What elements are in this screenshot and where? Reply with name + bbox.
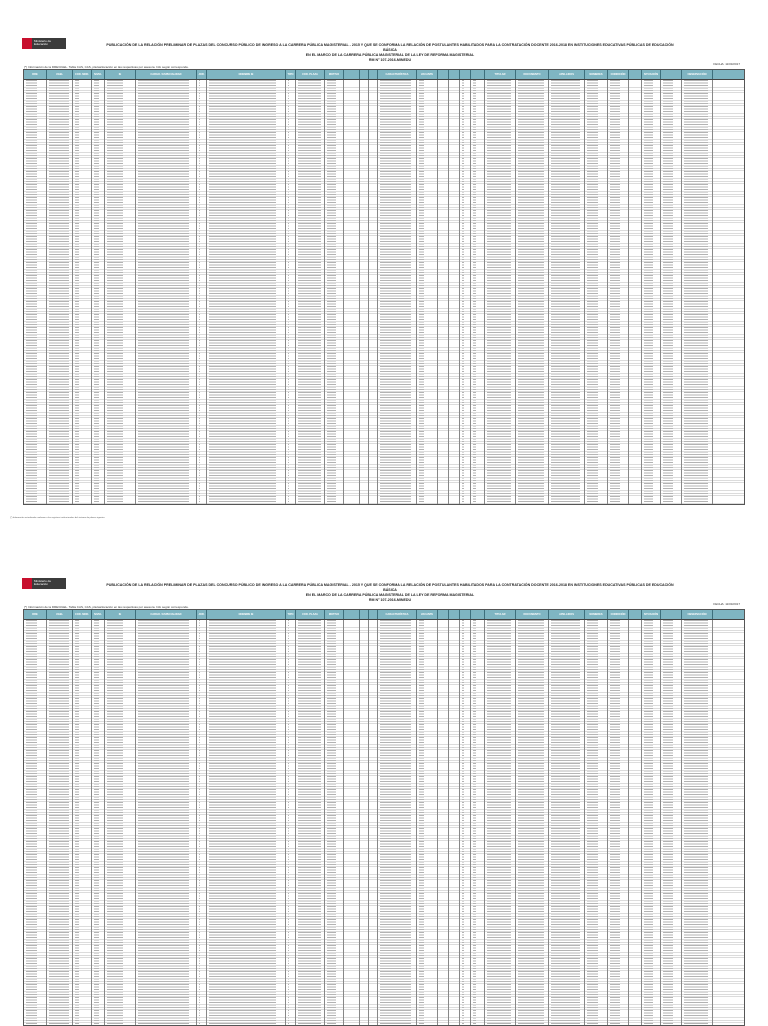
table-column	[207, 80, 286, 505]
column-header: DRE	[24, 70, 47, 79]
column-header: CARACTERÍSTICA	[378, 610, 417, 619]
table-body	[24, 620, 744, 1026]
column-header: TIPO	[286, 610, 296, 619]
table-column	[549, 620, 585, 1026]
table-column	[608, 620, 629, 1026]
column-header	[360, 70, 369, 79]
table-column	[105, 620, 136, 1026]
column-header: SITUACIÓN	[642, 70, 661, 79]
table-header	[24, 70, 744, 80]
table-column	[369, 620, 378, 1026]
table-column	[92, 80, 105, 505]
table-column	[47, 80, 73, 505]
table-column	[360, 620, 369, 1026]
column-header: MOTIVO	[325, 70, 344, 79]
column-header: APELLIDOS	[549, 610, 585, 619]
document-page-2	[0, 560, 768, 1024]
table-column	[344, 80, 360, 505]
table-column	[516, 620, 549, 1026]
table-column	[549, 80, 585, 505]
table-column	[105, 80, 136, 505]
column-header	[438, 610, 449, 619]
column-header	[344, 610, 360, 619]
column-header: NOMBRES	[585, 70, 608, 79]
column-header	[360, 610, 369, 619]
title-line-1: PUBLICACIÓN DE LA RELACIÓN PRELIMINAR DE PLAZAS DEL CONCURSO PÚBLICO DE INGRESO A LA CARRERA PÚBLICA MAGISTERIAL - 2015 Y QUE SE CONFORMA LA RELACIÓN DE POSTULANTES HABILITADOS PARA LA CONTRATACIÓN DOCENTE 2016-2018 EN INSTITUCIONES EDUCATIVAS PÚBLICAS DE EDUCACIÓN BÁSICA	[106, 583, 674, 592]
column-header: OBSERVACIÓN	[682, 610, 713, 619]
column-header	[460, 610, 471, 619]
title-line-3: RM N° 107-2016-MINEDU	[368, 598, 412, 602]
ministry-logo	[22, 578, 66, 589]
column-header: APELLIDOS	[549, 70, 585, 79]
table-column	[460, 620, 471, 1026]
title-line-2: EN EL MARCO DE LA CARRERA PÚBLICA MAGISTERIAL DE LA LEY DE REFORMA MAGISTERIAL	[305, 593, 475, 597]
table-column	[460, 80, 471, 505]
title-line-1: PUBLICACIÓN DE LA RELACIÓN PRELIMINAR DE PLAZAS DEL CONCURSO PÚBLICO DE INGRESO A LA CARRERA PÚBLICA MAGISTERIAL - 2015 Y QUE SE CONFORMA LA RELACIÓN DE POSTULANTES HABILITADOS PARA LA CONTRATACIÓN DOCENTE 2016-2018 EN INSTITUCIONES EDUCATIVAS PÚBLICAS DE EDUCACIÓN BÁSICA	[106, 43, 674, 52]
table-column	[286, 80, 296, 505]
table-column	[417, 80, 438, 505]
table-column	[608, 80, 629, 505]
column-header: JOR.	[197, 70, 207, 79]
ministry-logo	[22, 38, 66, 49]
date-label: FECHA: 11/03/2017	[713, 602, 740, 606]
info-note: (*) Información de la DRE/UGEL. Tabla CAS, CAS, plazas/locación en las respectivas por asesora. Info según corresponda.	[24, 65, 189, 69]
column-header: DRE	[24, 610, 47, 619]
table-column	[136, 620, 197, 1026]
table-column	[360, 80, 369, 505]
column-header: DOCUMENTO	[516, 610, 549, 619]
column-header: CARGO / ESPECIALIDAD	[136, 70, 197, 79]
column-header	[471, 70, 485, 79]
logo-text: Ministerio de Educación	[32, 38, 66, 49]
table-column	[471, 80, 485, 505]
column-header: UGEL	[47, 610, 73, 619]
table-column	[286, 620, 296, 1026]
column-header	[460, 70, 471, 79]
table-column	[197, 620, 207, 1026]
table-column	[585, 80, 608, 505]
column-header	[369, 610, 378, 619]
column-header: COD. PLAZA	[296, 610, 325, 619]
column-header: SITUACIÓN	[642, 610, 661, 619]
logo-text: Ministerio de Educación	[32, 578, 66, 589]
table-column	[136, 80, 197, 505]
title-line-3: RM N° 107-2016-MINEDU	[368, 58, 412, 62]
table-column	[344, 620, 360, 1026]
column-header: MOTIVO	[325, 610, 344, 619]
table-column	[438, 80, 449, 505]
table-column	[73, 620, 92, 1026]
table-column	[207, 620, 286, 1026]
table-column	[471, 620, 485, 1026]
table-column	[378, 620, 417, 1026]
page-title	[100, 43, 680, 63]
column-header	[629, 610, 642, 619]
table-column	[296, 620, 325, 1026]
column-header: NIVEL	[92, 610, 105, 619]
table-column	[24, 80, 47, 505]
column-header: IE	[105, 610, 136, 619]
table-column	[47, 620, 73, 1026]
data-table	[23, 609, 745, 1026]
column-header: IE	[105, 70, 136, 79]
table-column	[73, 80, 92, 505]
column-header	[661, 610, 682, 619]
table-column	[661, 620, 682, 1026]
table-column	[642, 80, 661, 505]
column-header	[661, 70, 682, 79]
date-label: FECHA: 11/03/2017	[713, 62, 740, 66]
table-columns	[24, 620, 744, 1026]
table-column	[642, 620, 661, 1026]
column-header: COD. MOD.	[73, 70, 92, 79]
column-header: COD. MOD.	[73, 610, 92, 619]
column-header: DOCUMENTO	[516, 70, 549, 79]
table-column	[485, 620, 516, 1026]
table-column	[449, 620, 460, 1026]
data-table	[23, 69, 745, 505]
table-column	[682, 80, 713, 505]
table-column	[516, 80, 549, 505]
table-header	[24, 610, 744, 620]
column-header: VACANTE	[417, 610, 438, 619]
peru-shield-icon	[22, 38, 32, 49]
table-column	[325, 80, 344, 505]
column-header	[449, 70, 460, 79]
table-column	[661, 80, 682, 505]
column-header: CARACTERÍSTICA	[378, 70, 417, 79]
column-header: TIPO	[286, 70, 296, 79]
table-column	[369, 80, 378, 505]
table-column	[92, 620, 105, 1026]
column-header: CONDICIÓN	[608, 610, 629, 619]
column-header	[369, 70, 378, 79]
table-column	[296, 80, 325, 505]
column-header	[629, 70, 642, 79]
column-header: VACANTE	[417, 70, 438, 79]
column-header: UGEL	[47, 70, 73, 79]
table-columns	[24, 80, 744, 505]
column-header	[471, 610, 485, 619]
table-column	[485, 80, 516, 505]
table-column	[197, 80, 207, 505]
table-column	[682, 620, 713, 1026]
title-line-2: EN EL MARCO DE LA CARRERA PÚBLICA MAGISTERIAL DE LA LEY DE REFORMA MAGISTERIAL	[305, 53, 475, 57]
column-header: NOMBRE IE	[207, 70, 286, 79]
page-title	[100, 583, 680, 603]
column-header: CONDICIÓN	[608, 70, 629, 79]
table-column	[325, 620, 344, 1026]
column-header	[449, 610, 460, 619]
column-header: TITULAR	[485, 610, 516, 619]
footnote: (*) Información actualizada conforme a los registros institucionales del sistema de plazas vigentes	[10, 517, 105, 519]
info-note: (*) Información de la DRE/UGEL. Tabla CAS, CAS, plazas/locación en las respectivas por asesora. Info según corresponda.	[24, 605, 189, 609]
table-column	[438, 620, 449, 1026]
column-header: COD. PLAZA	[296, 70, 325, 79]
table-column	[629, 620, 642, 1026]
table-column	[24, 620, 47, 1026]
column-header: NOMBRE IE	[207, 610, 286, 619]
column-header: JOR.	[197, 610, 207, 619]
column-header	[438, 70, 449, 79]
column-header: NOMBRES	[585, 610, 608, 619]
column-header: TITULAR	[485, 70, 516, 79]
column-header	[344, 70, 360, 79]
peru-shield-icon	[22, 578, 32, 589]
table-column	[585, 620, 608, 1026]
table-body	[24, 80, 744, 505]
table-column	[449, 80, 460, 505]
column-header: CARGO / ESPECIALIDAD	[136, 610, 197, 619]
column-header: OBSERVACIÓN	[682, 70, 713, 79]
table-column	[629, 80, 642, 505]
table-column	[378, 80, 417, 505]
column-header: NIVEL	[92, 70, 105, 79]
table-column	[417, 620, 438, 1026]
